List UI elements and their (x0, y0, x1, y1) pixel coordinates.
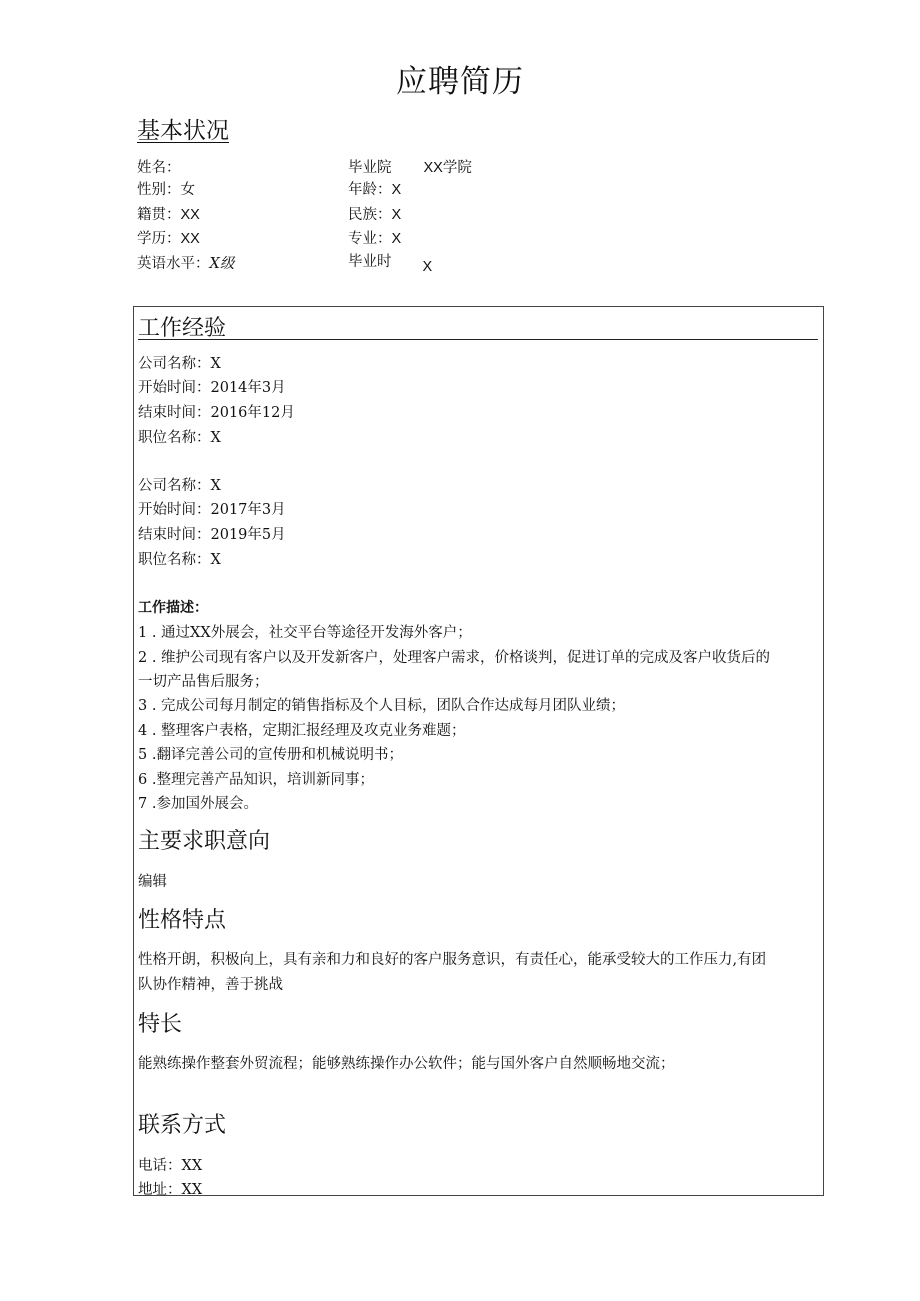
duty-item: 5 .翻译完善公司的宣传册和机械说明书； (138, 747, 403, 763)
job1-end: 结束时间：2016年12月 (138, 405, 295, 421)
info-value: X级 (209, 256, 235, 272)
info-major (348, 227, 401, 248)
info-graduation (348, 250, 433, 275)
info-education (137, 227, 200, 248)
duty-item: 2 . 维护公司现有客户以及开发新客户，处理客户需求，价格谈判，促进订单的完成及客户收货后的 (138, 650, 771, 666)
duty-item: 1 . 通过XX外展会，社交平台等途径开发海外客户； (138, 625, 472, 641)
work-heading: 工作经验 (138, 316, 227, 341)
work-heading-bar (138, 310, 818, 340)
info-hometown (137, 203, 200, 224)
info-value: X (391, 182, 402, 198)
info-label: 英语水平： (137, 256, 210, 272)
info-value: XX学院 (423, 160, 472, 176)
duty-item: 4 . 整理客户表格，定期汇报经理及攻克业务难题； (138, 723, 466, 739)
contact-address: 地址：XX (138, 1182, 203, 1198)
duty-item: 一切产品售后服务； (138, 674, 269, 690)
intent-heading: 主要求职意向 (138, 829, 271, 854)
info-value: XX (180, 231, 200, 247)
personality-text: 队协作精神，善于挑战 (138, 977, 283, 993)
job2-position: 职位名称：X (138, 552, 221, 568)
info-name (137, 156, 181, 177)
info-label: 毕业院 (348, 160, 392, 176)
duty-item: 6 .整理完善产品知识，培训新同事； (138, 772, 374, 788)
skills-text: 能熟练操作整套外贸流程；能够熟练操作办公软件；能与国外客户自然顺畅地交流； (138, 1056, 675, 1072)
info-label: 民族： (348, 207, 392, 223)
job1-company: 公司名称：X (138, 356, 221, 372)
info-age (348, 178, 401, 199)
info-label: 毕业时 (348, 254, 392, 270)
info-english (137, 252, 234, 273)
info-label: 专业： (348, 231, 392, 247)
info-value: XX (180, 207, 200, 223)
skills-heading: 特长 (138, 1012, 183, 1037)
work-desc-heading: 工作描述： (138, 600, 208, 616)
info-label: 姓名： (137, 160, 181, 176)
info-value: X (391, 207, 402, 223)
info-value: X (391, 231, 402, 247)
info-gender (137, 178, 195, 199)
personality-heading: 性格特点 (138, 908, 227, 933)
info-value: X (422, 259, 433, 275)
contact-heading: 联系方式 (138, 1113, 227, 1138)
page-title: 应聘简历 (396, 64, 524, 100)
info-label: 年龄： (348, 182, 392, 198)
basic-info-heading: 基本状况 (137, 118, 229, 144)
job2-end: 结束时间：2019年5月 (138, 527, 286, 543)
duty-item: 7 .参加国外展会。 (138, 796, 258, 812)
personality-text: 性格开朗，积极向上，具有亲和力和良好的客户服务意识，有责任心，能承受较大的工作压力,有团 (138, 952, 767, 968)
job1-position: 职位名称：X (138, 430, 221, 446)
job1-start: 开始时间：2014年3月 (138, 380, 286, 396)
info-label: 性别： (137, 182, 181, 198)
intent-text: 编辑 (138, 874, 167, 890)
info-label: 学历： (137, 231, 181, 247)
info-school (348, 156, 472, 177)
contact-phone: 电话：XX (138, 1158, 203, 1174)
resume-detail-box (133, 306, 824, 1196)
job2-start: 开始时间：2017年3月 (138, 502, 286, 518)
info-label: 籍贯： (137, 207, 181, 223)
info-value: 女 (180, 182, 195, 198)
info-ethnicity (348, 203, 401, 224)
duty-item: 3 . 完成公司每月制定的销售指标及个人目标，团队合作达成每月团队业绩； (138, 698, 626, 714)
job2-company: 公司名称：X (138, 478, 221, 494)
